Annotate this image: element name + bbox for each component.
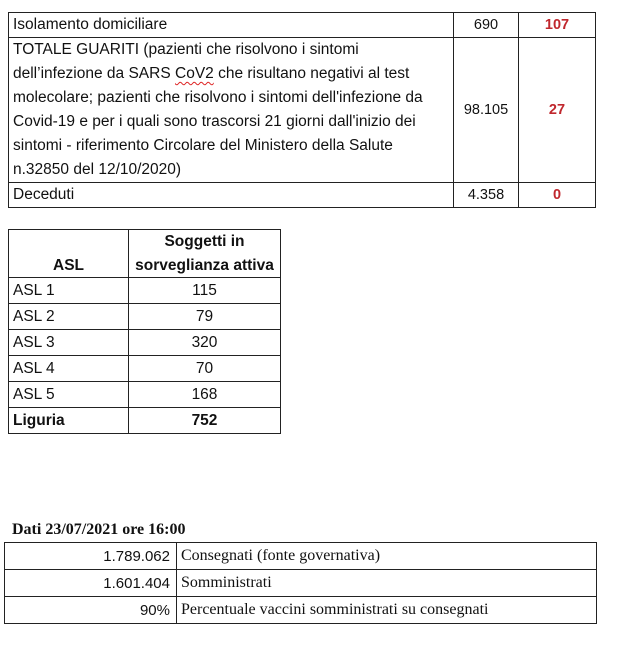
vaccine-table [4, 542, 597, 624]
vaccine-section-title: Dati 23/07/2021 ore 16:00 [12, 521, 186, 538]
asl-name: ASL 1 [9, 278, 129, 304]
row-label: Deceduti [9, 183, 454, 208]
asl-table [8, 229, 281, 434]
table-row [5, 597, 597, 624]
row-total: 4.358 [454, 183, 519, 208]
row-total: 690 [454, 13, 519, 38]
vaccine-label: Percentuale vaccini somministrati su consegnati [177, 597, 597, 624]
table-row [9, 183, 596, 208]
asl-name: ASL 5 [9, 382, 129, 408]
asl-name: ASL 2 [9, 304, 129, 330]
label-text: che risultano negativi al test molecolare; pazienti che risolvono i sintomi dell'infezione da Covid-19 e per i quali sono trascorsi 21 giorni dall'inizio dei sintomi - riferimento Circolare del Ministero della Salute n.32850 del 12/10/2020) [13, 65, 423, 178]
table-row [9, 382, 281, 408]
vaccine-value: 1.601.404 [5, 570, 177, 597]
asl-value: 70 [129, 356, 281, 382]
row-label: Isolamento domiciliare [9, 13, 454, 38]
table-header-row [9, 230, 281, 278]
total-name: Liguria [9, 408, 129, 434]
asl-value: 168 [129, 382, 281, 408]
table-row [9, 356, 281, 382]
total-value: 752 [129, 408, 281, 434]
spellcheck-flagged-word: CoV2 [175, 65, 214, 82]
column-header-soggetti: Soggetti in sorveglianza attiva [129, 230, 281, 278]
table-row [9, 304, 281, 330]
table-row [5, 543, 597, 570]
asl-value: 115 [129, 278, 281, 304]
asl-name: ASL 3 [9, 330, 129, 356]
row-new: 0 [519, 183, 596, 208]
asl-name: ASL 4 [9, 356, 129, 382]
vaccine-label: Somministrati [177, 570, 597, 597]
table-row [9, 278, 281, 304]
row-label [9, 38, 454, 183]
row-new: 27 [519, 38, 596, 183]
column-header-asl: ASL [9, 230, 129, 278]
asl-value: 79 [129, 304, 281, 330]
table-total-row [9, 408, 281, 434]
table-row [9, 330, 281, 356]
row-new: 107 [519, 13, 596, 38]
summary-table [8, 12, 596, 208]
table-row [9, 13, 596, 38]
vaccine-label: Consegnati (fonte governativa) [177, 543, 597, 570]
vaccine-value: 90% [5, 597, 177, 624]
table-row [5, 570, 597, 597]
label-text: TOTALE GUARITI (pazienti che risolvono i sintomi dell’infezione da SARS [13, 41, 359, 82]
vaccine-value: 1.789.062 [5, 543, 177, 570]
asl-value: 320 [129, 330, 281, 356]
row-total: 98.105 [454, 38, 519, 183]
table-row [9, 38, 596, 183]
